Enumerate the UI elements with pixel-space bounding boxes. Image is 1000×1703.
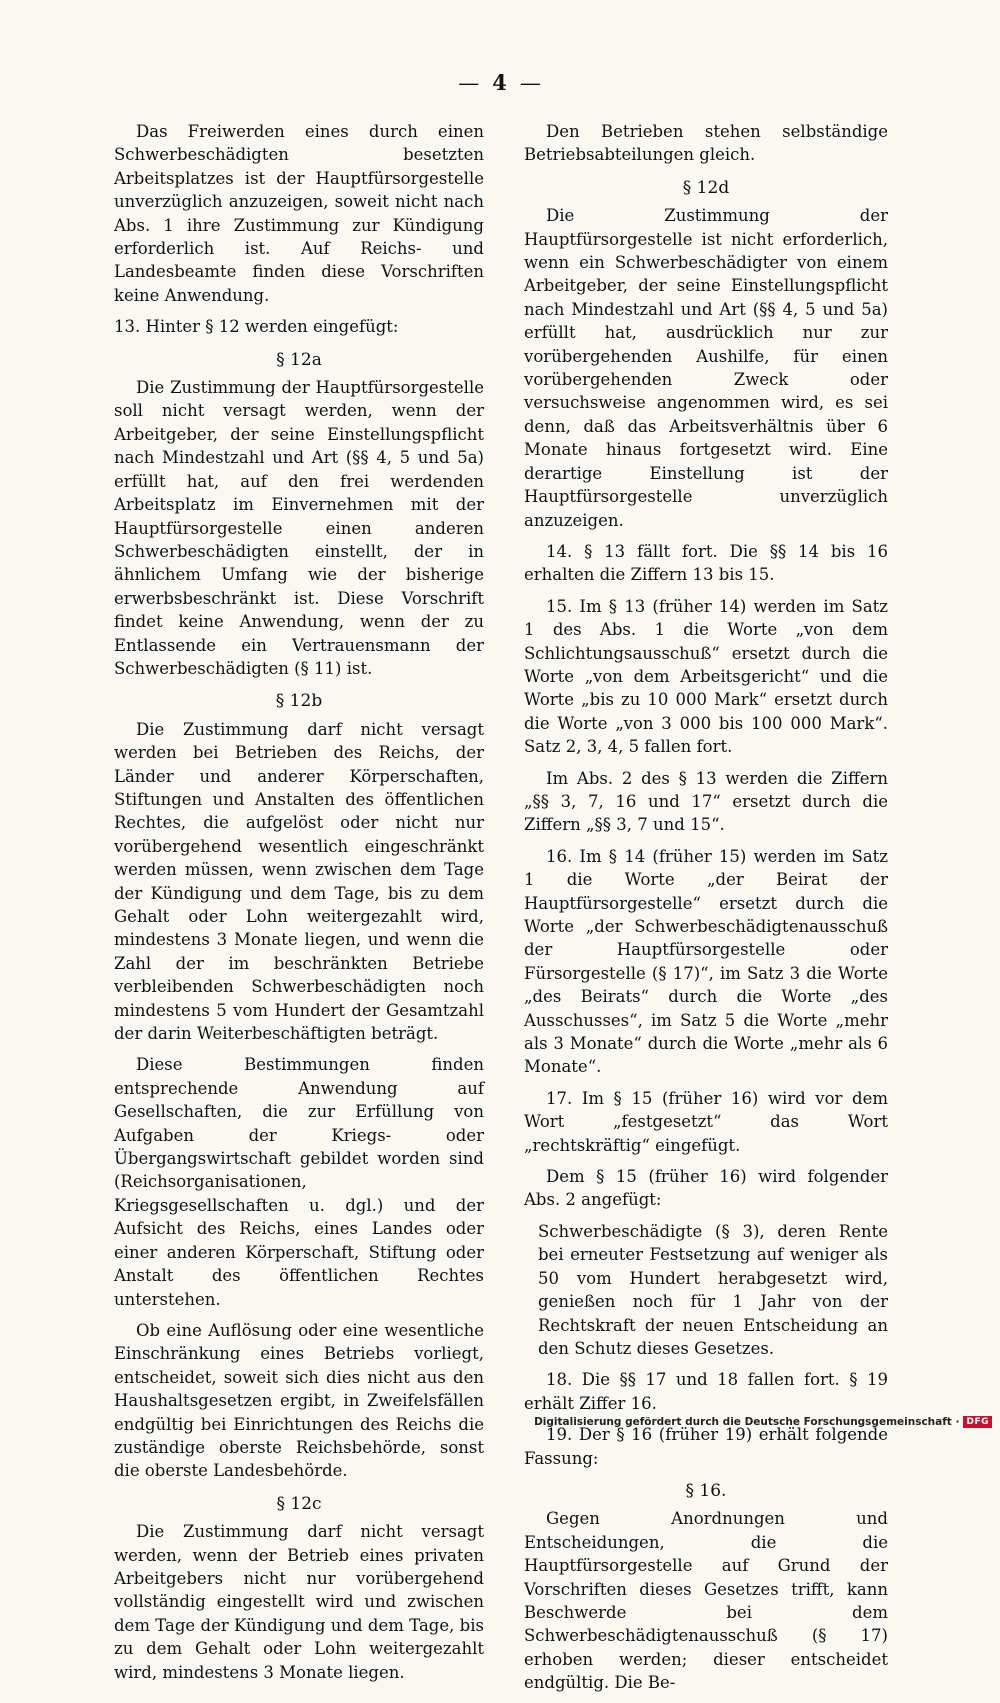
paragraph: Die Zustimmung der Hauptfürsorgestelle soll nicht versagt werden, wenn der Arbeitgeber, der seine Einstellungspflicht nach Mindestzahl und Art (§§ 4, 5 und 5a) erfüllt hat, auf den frei werdenden Arbeitsplatz im Einvernehmen mit der Hauptfürsorgestelle einen anderen Schwerbeschädigten einstellt, der in ähnlichem Umfang wie der bisherige erwerbsbeschränkt ist. Diese Vorschrift findet keine Anwendung, wenn der zu Entlassende ein Vertrauensmann der Schwerbeschädigten (§ 11) ist. [114, 378, 484, 678]
section-heading: § 16. [685, 1480, 727, 1501]
paragraph: Den Betrieben stehen selbständige Betriebsabteilungen gleich. [524, 122, 888, 165]
paragraph: Ob eine Auflösung oder eine wesentliche Einschränkung eines Betriebs vorliegt, entscheidet, soweit sich dies nicht aus den Haushaltsgesetzen ergibt, in Zweifelsfällen endgültig bei Einrichtungen des Reichs die zuständige oberste Reichsbehörde, sonst die oberste Landesbehörde. [114, 1320, 484, 1481]
paragraph: 15. Im § 13 (früher 14) werden im Satz 1 des Abs. 1 die Worte „von dem Schlichtungsausschuß“ ersetzt durch die Worte „von dem Arbeitsgericht“ und die Worte „bis zu 10 000 Mark“ ersetzt durch die Worte „von 3 000 bis 100 000 Mark“. Satz 2, 3, 4, 5 fallen fort. [524, 596, 888, 757]
paragraph: 17. Im § 15 (früher 16) wird vor dem Wort „festgesetzt“ das Wort „rechtskräftig“ eingefügt. [524, 1088, 888, 1155]
paragraph: Die Zustimmung darf nicht versagt werden, wenn der Betrieb eines privaten Arbeitgebers nicht nur vorübergehend vollständig eingestellt wird und zwischen dem Tage der Kündigung und dem Tage, bis zu dem Gehalt oder Lohn weitergezahlt wird, mindestens 3 Monate liegen. [114, 1522, 484, 1682]
paragraph: 13. Hinter § 12 werden eingefügt: [114, 317, 399, 337]
page-number-header [0, 70, 1000, 95]
section-heading: § 12d [682, 177, 730, 198]
credit-text: Digitalisierung gefördert durch die Deutsche Forschungsgemeinschaft · [534, 1416, 960, 1428]
paragraph: Die Zustimmung der Hauptfürsorgestelle ist nicht erforderlich, wenn ein Schwerbeschädigter von einem Arbeitgeber, der seine Einstellungspflicht nach Mindestzahl und Art (§§ 4, 5 und 5a) erfüllt hat, ausdrücklich nur zur vorübergehenden Aushilfe, für einen vorübergehenden Zweck oder versuchsweise angenommen wird, es sei denn, daß das Arbeitsverhältnis über 6 Monate hinaus fortgesetzt wird. Eine derartige Einstellung ist der Hauptfürsorgestelle unverzüglich anzuzeigen. [524, 206, 888, 530]
left-column [114, 120, 484, 1692]
paragraph: Diese Bestimmungen finden entsprechende Anwendung auf Gesellschaften, die zur Erfüllung von Aufgaben der Kriegs- oder Übergangswirtschaft gebildet worden sind (Reichsorganisationen, Kriegsgesellschaften u. dgl.) und der Aufsicht des Reichs, eines Landes oder einer anderen Körperschaft, Stiftung oder Anstalt des öffentlichen Rechtes unterstehen. [114, 1055, 484, 1309]
paragraph: 14. § 13 fällt fort. Die §§ 14 bis 16 erhalten die Ziffern 13 bis 15. [524, 541, 888, 585]
paragraph: 19. Der § 16 (früher 19) erhält folgende Fassung: [524, 1425, 888, 1468]
page-number-dash-right: — [519, 71, 542, 95]
paragraph: 16. Im § 14 (früher 15) werden im Satz 1 die Worte „der Beirat der Hauptfürsorgestelle“ ersetzt durch die Worte „der Schwerbeschädigtenausschuß der Hauptfürsorgestelle oder Fürsorgestelle (§ 17)“, im Satz 3 die Worte „des Beirats“ durch die Worte „des Ausschusses“, im Satz 5 die Worte „mehr als 3 Monate“ durch die Worte „mehr als 6 Monate“. [524, 846, 888, 1077]
quoted-paragraph: Schwerbeschädigte (§ 3), deren Rente bei erneuter Festsetzung auf weniger als 50 vom Hundert herabgesetzt wird, genießen noch für 1 Jahr von der Rechtskraft der neuen Entscheidung an den Schutz dieses Gesetzes. [538, 1221, 888, 1358]
paragraph: Dem § 15 (früher 16) wird folgender Abs. 2 angefügt: [524, 1167, 888, 1210]
digitization-credit [534, 1416, 992, 1428]
dfg-logo: DFG [963, 1416, 992, 1428]
right-column [524, 120, 888, 1703]
page-number: 4 [492, 70, 508, 95]
paragraph: Die Zustimmung darf nicht versagt werden bei Betrieben des Reichs, der Länder und anderer Körperschaften, Stiftungen und Anstalten des öffentlichen Rechtes, die aufgelöst oder nicht nur vorübergehend wesentlich eingeschränkt werden müssen, wenn zwischen dem Tage der Kündigung und dem Tage, bis zu dem Gehalt oder Lohn weitergezahlt wird, mindestens 3 Monate liegen, und wenn die Zahl der im beschränkten Betriebe verbleibenden Schwerbeschädigten noch mindestens 5 vom Hundert der Gesamtzahl der darin Weiterbeschäftigten beträgt. [114, 719, 484, 1044]
section-heading: § 12c [276, 1493, 322, 1514]
paragraph: Gegen Anordnungen und Entscheidungen, die die Hauptfürsorgestelle auf Grund der Vorschriften dieses Gesetzes trifft, kann Beschwerde bei dem Schwerbeschädigtenausschuß (§ 17) erhoben werden; dieser entscheidet endgültig. Die Be- [524, 1509, 888, 1693]
section-heading: § 12b [275, 691, 323, 712]
paragraph: 18. Die §§ 17 und 18 fallen fort. § 19 erhält Ziffer 16. [524, 1370, 888, 1413]
section-heading: § 12a [276, 349, 322, 370]
paragraph: Das Freiwerden eines durch einen Schwerbeschädigten besetzten Arbeitsplatzes ist der Hauptfürsorgestelle unverzüglich anzuzeigen, soweit nicht nach Abs. 1 ihre Zustimmung zur Kündigung erforderlich ist. Auf Reichs- und Landesbeamte finden diese Vorschriften keine Anwendung. [114, 122, 484, 305]
paragraph: Im Abs. 2 des § 13 werden die Ziffern „§§ 3, 7, 16 und 17“ ersetzt durch die Ziffern „§§ 3, 7 und 15“. [524, 768, 888, 835]
page-number-dash-left: — [458, 71, 481, 95]
